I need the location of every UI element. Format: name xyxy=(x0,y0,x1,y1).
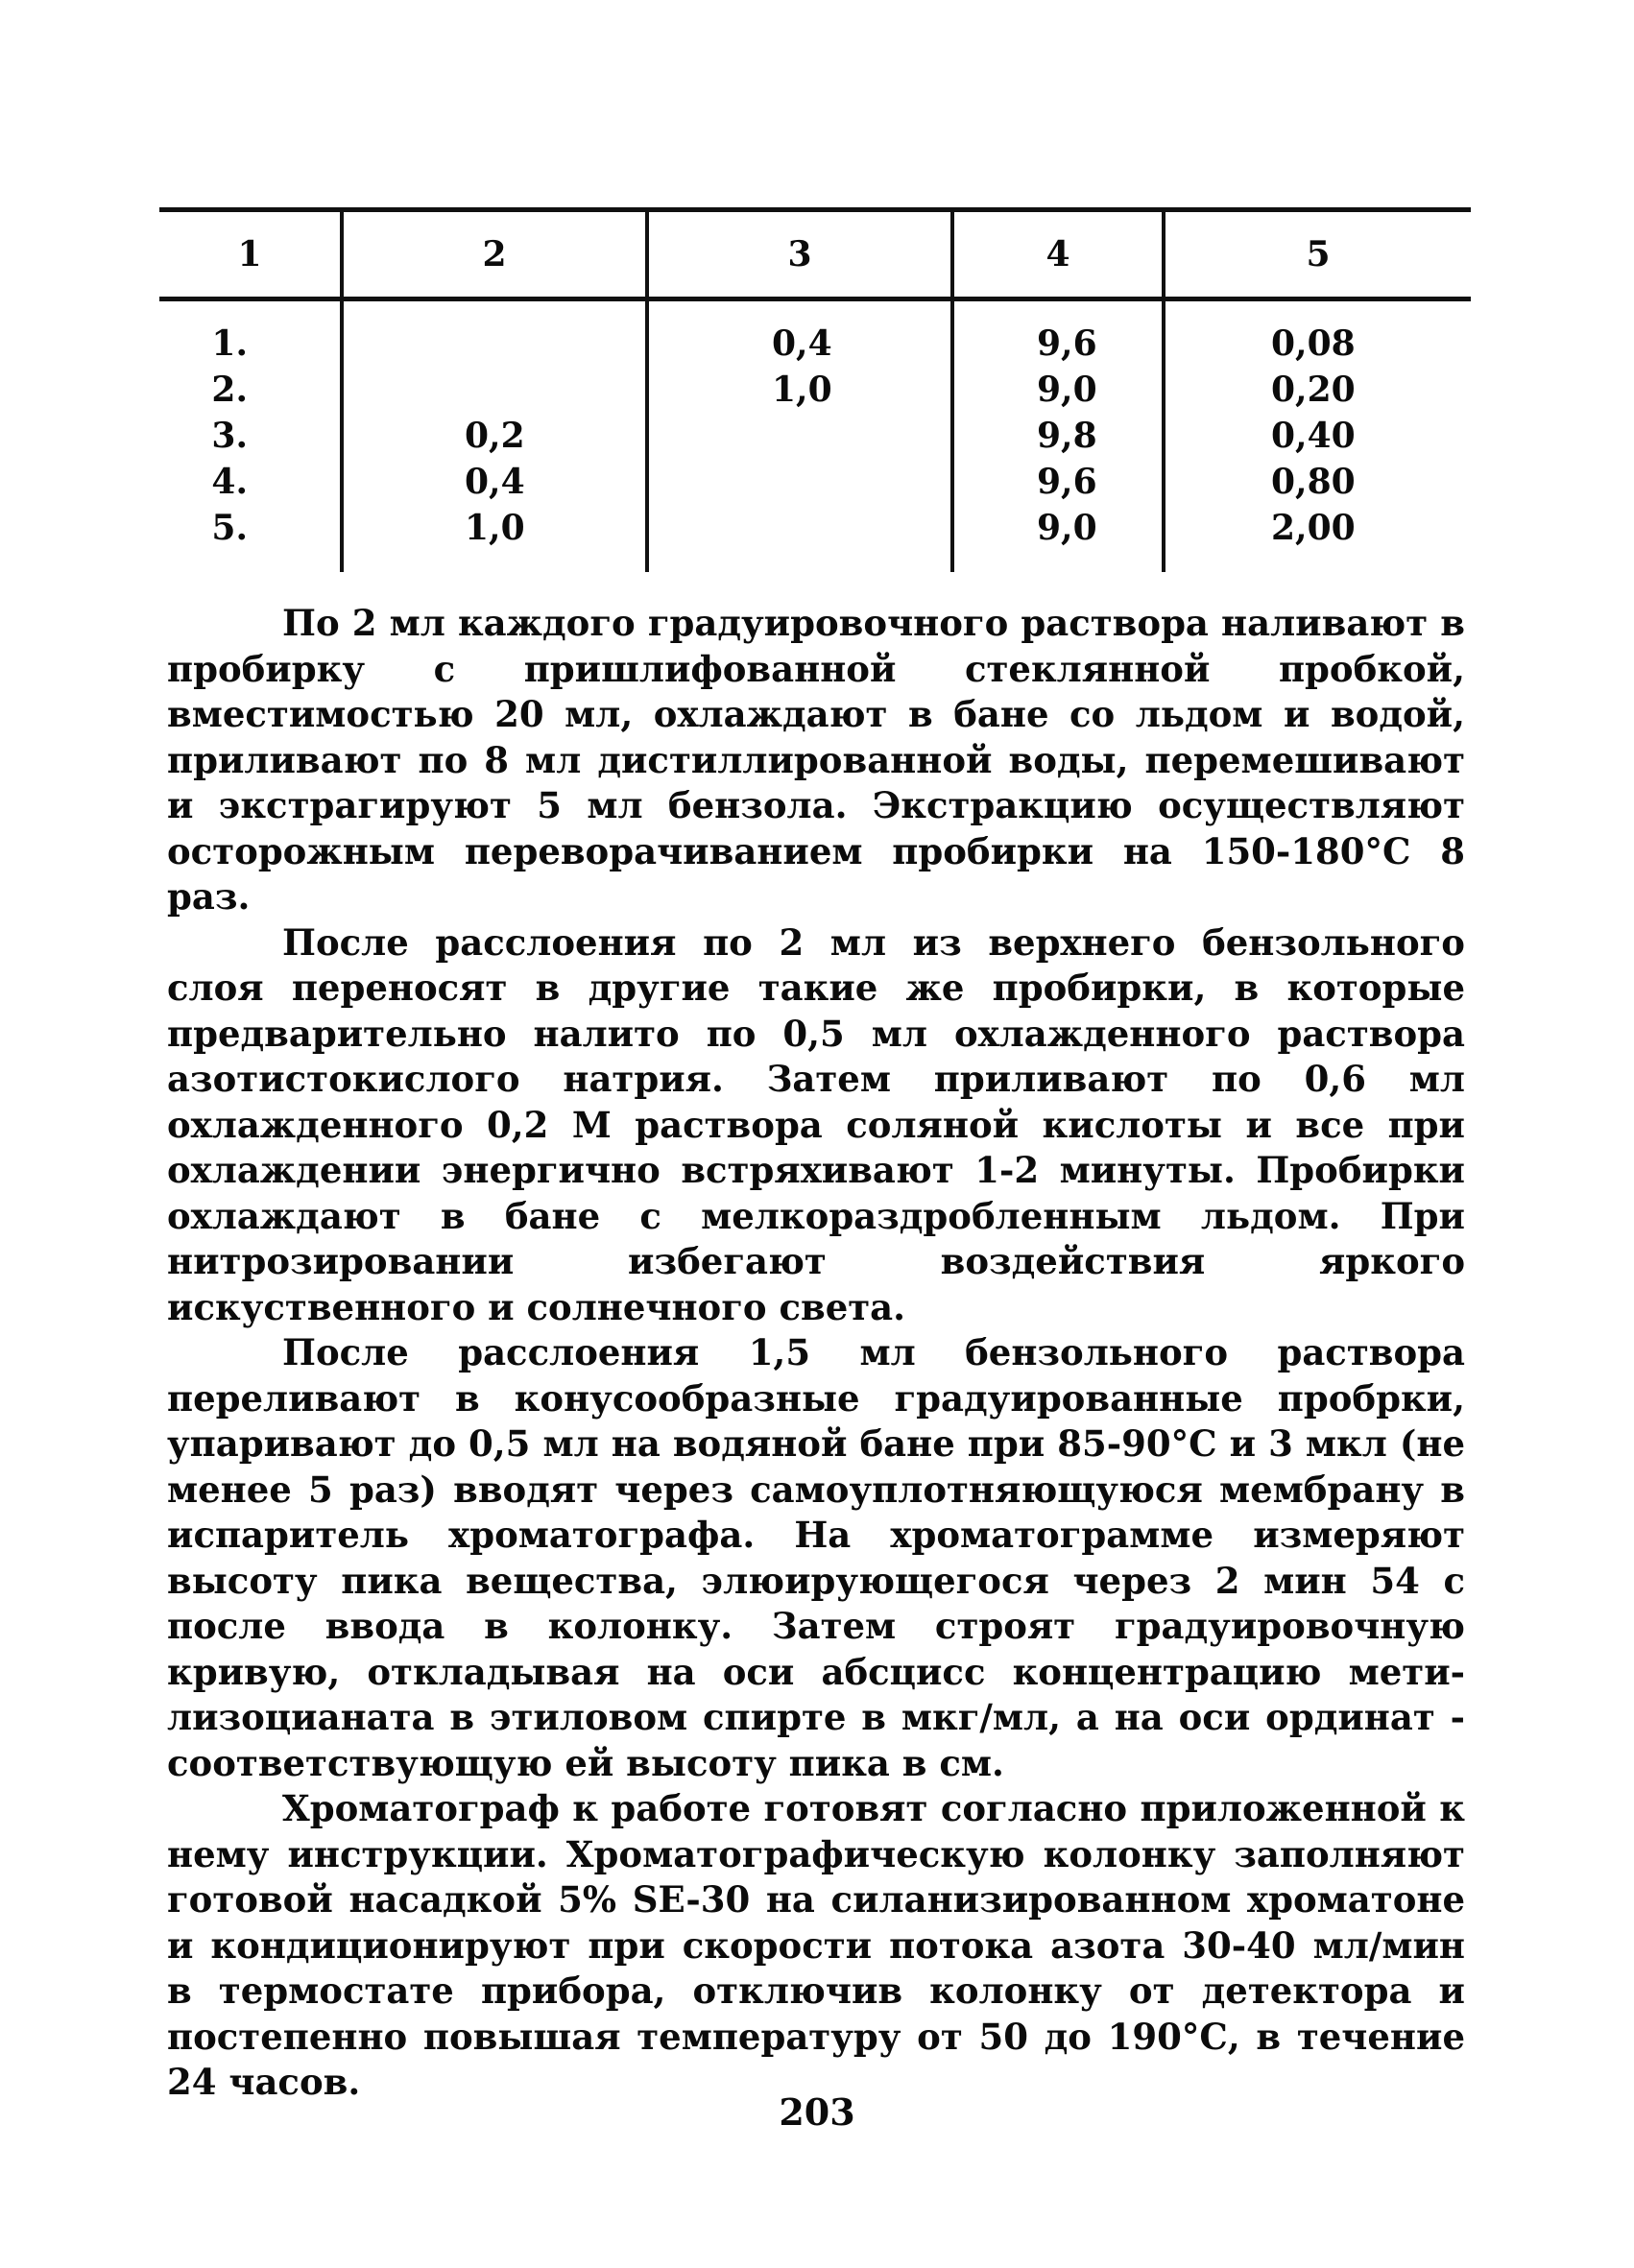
table-cell xyxy=(647,505,952,572)
paragraph-chromatography-measurement: После расслоения 1,5 мл бензольного раствора переливают в конусообразные градуированные пробрки, упаривают до 0,5 мл на водяной бане при 85-90°С и 3 мкл (не менее 5 раз) вводят через самоуплотняющуюся мембрану в испаритель хроматографа. На хроматограмме измеряют высоту пика вещества, элюирующегося через 2 мин 54 с после ввода в колонку. Затем строят градуировочную кривую, откладывая на оси абсцисс концентрацию метилизоцианата в этиловом спирте в мкг/мл, а на оси ординат - соответствующую ей высоту пика в см. xyxy=(167,1331,1465,1784)
table-row xyxy=(159,505,1471,572)
table-cell: 9,0 xyxy=(952,367,1164,413)
table-cell: 0,4 xyxy=(647,299,952,368)
page-number: 203 xyxy=(779,2090,855,2134)
table-cell xyxy=(342,367,647,413)
column-header: 1 xyxy=(159,210,342,299)
table-row xyxy=(159,299,1471,368)
table-cell: 9,0 xyxy=(952,505,1164,572)
table-cell: 2. xyxy=(211,370,248,410)
table-cell: 0,80 xyxy=(1164,459,1471,505)
paragraph-chromatograph-setup: Хроматограф к работе готовят согласно приложенной к нему инструкции. Хроматографическую колонку заполняют готовой насадкой 5% SE-30 на силанизированном хроматоне и кондиционируют при скорости потока азота 30-40 мл/мин в термостате прибора, отключив колонку от детектора и постепенно повышая температуру от 50 до 190°С, в течение 24 часов. xyxy=(167,1787,1465,2103)
column-header: 3 xyxy=(647,210,952,299)
table-cell: 5. xyxy=(211,508,248,548)
table-cell: 0,4 xyxy=(342,459,647,505)
table-body xyxy=(159,299,1471,573)
table-cell: 0,08 xyxy=(1164,299,1471,368)
table-cell: 0,40 xyxy=(1164,413,1471,459)
body-text xyxy=(167,601,1465,2106)
table-row xyxy=(159,367,1471,413)
table-cell: 9,8 xyxy=(952,413,1164,459)
paragraph-sample-preparation: По 2 мл каждого градуировочного раствора наливают в пробирку с пришлифованной стеклянной пробкой, вместимостью 20 мл, охлаждают в бане со льдом и водой, приливают по 8 мл дистиллированной воды, перемешивают и экстрагируют 5 мл бензола. Экстракцию осуществляют осторожным переворачиванием пробирки на 150-180°С 8 раз. xyxy=(167,602,1465,918)
table-cell: 0,2 xyxy=(342,413,647,459)
table-cell: 1,0 xyxy=(342,505,647,572)
column-header: 2 xyxy=(342,210,647,299)
table-cell: 9,6 xyxy=(952,299,1164,368)
calibration-table xyxy=(159,207,1471,572)
column-header: 5 xyxy=(1164,210,1471,299)
table-cell: 1,0 xyxy=(647,367,952,413)
table-cell xyxy=(647,413,952,459)
table-cell xyxy=(647,459,952,505)
table-cell xyxy=(342,299,647,368)
table-cell: 1. xyxy=(211,323,248,364)
table-row xyxy=(159,413,1471,459)
table-cell: 4. xyxy=(211,462,248,502)
column-header: 4 xyxy=(952,210,1164,299)
table-row xyxy=(159,459,1471,505)
table-header-row xyxy=(159,210,1471,299)
table-header xyxy=(159,210,1471,299)
table-cell: 2,00 xyxy=(1164,505,1471,572)
paragraph-nitrosation: После расслоения по 2 мл из верхнего бензольного слоя переносят в другие такие же пробирки, в которые предварительно налито по 0,5 мл охлажденного раствора азотистокислого натрия. Затем приливают по 0,6 мл охлажденного 0,2 М раствора соляной кислоты и все при охлаждении энергично встряхивают 1-2 минуты. Пробирки охлаждают в бане с мелкораздробленным льдом. При нитрозировании избегают воздействия яркого искуственного и солнечного света. xyxy=(167,920,1465,1328)
table-cell: 9,6 xyxy=(952,459,1164,505)
table-cell: 3. xyxy=(211,416,248,456)
table-cell: 0,20 xyxy=(1164,367,1471,413)
